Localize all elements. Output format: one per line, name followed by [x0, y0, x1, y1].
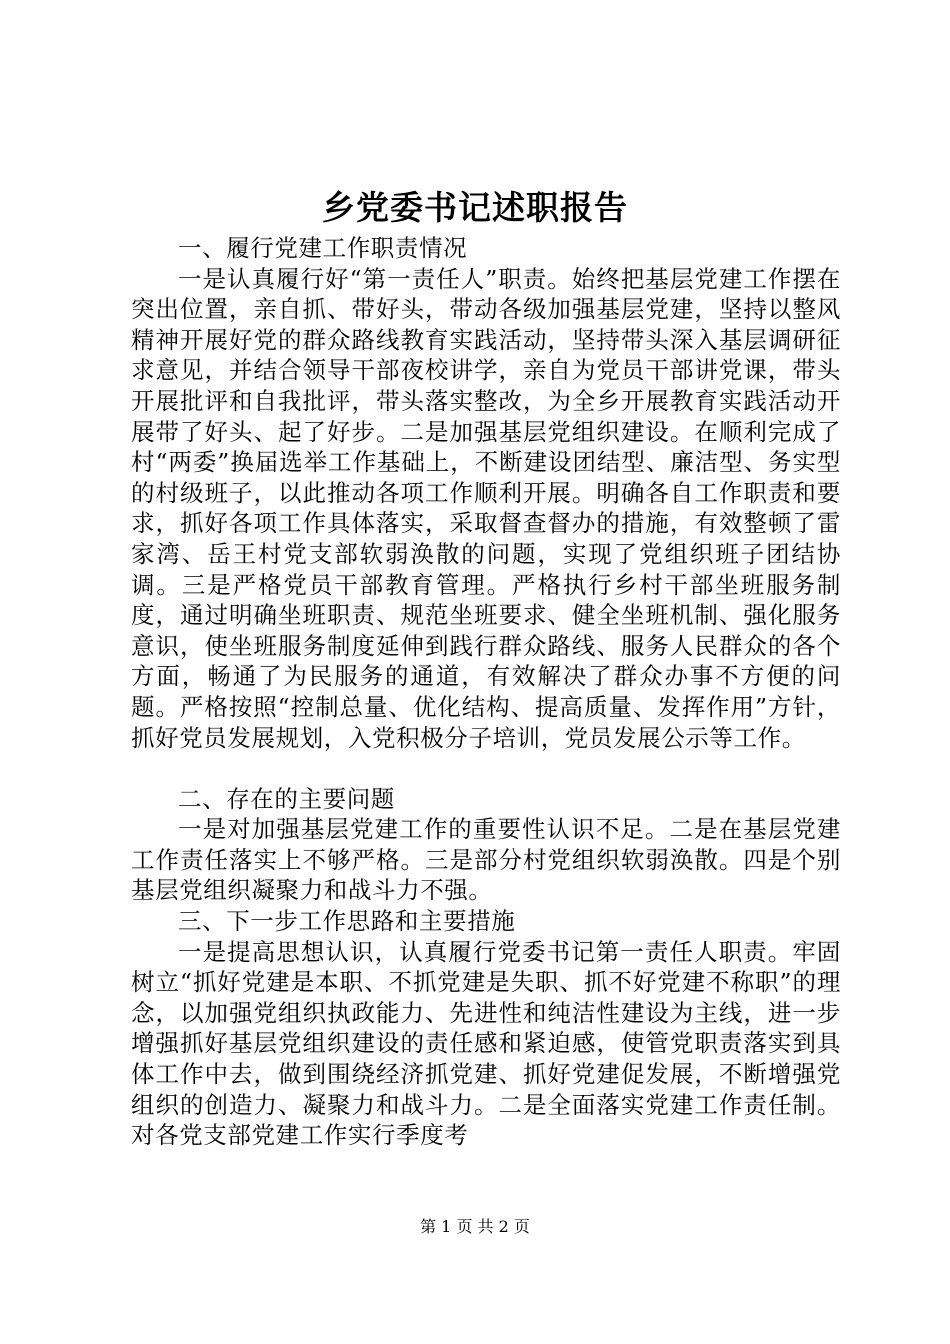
paragraph-3: 一是提高思想认识，认真履行党委书记第一责任人职责。牢固树立“抓好党建是本职、不抓党建是失职、抓不好党建不称职”的理念，以加强党组织执政能力、先进性和纯洁性建设为主线，进一步增强抓好基层党组织建设的责任感和紧迫感，使管党职责落实到具体工作中去，做到围绕经济抓党建、抓好党建促发展，不断增强党组织的创造力、凝聚力和战斗力。二是全面落实党建工作责任制。对各党支部党建工作实行季度考 — [131, 937, 841, 1150]
paragraph-1: 一是认真履行好“第一责任人”职责。始终把基层党建工作摆在突出位置，亲自抓、带好头，带动各级加强基层党建，坚持以整风精神开展好党的群众路线教育实践活动，坚持带头深入基层调研征求意见，并结合领导干部夜校讲学，亲自为党员干部讲党课，带头开展批评和自我批评，带头落实整改，为全乡开展教育实践活动开展带了好头、起了好步。二是加强基层党组织建设。在顺利完成了村“两委”换届选举工作基础上，不断建设团结型、廉洁型、务实型的村级班子，以此推动各项工作顺利开展。明确各自工作职责和要求，抓好各项工作具体落实，采取督查督办的措施，有效整顿了雷家湾、岳王村党支部软弱涣散的问题，实现了党组织班子团结协调。三是严格党员干部教育管理。严格执行乡村干部坐班服务制度，通过明确坐班职责、规范坐班要求、健全坐班机制、强化服务意识，使坐班服务制度延伸到践行群众路线、服务人民群众的各个方面，畅通了为民服务的通道，有效解决了群众办事不方便的问题。严格按照“控制总量、优化结构、提高质量、发挥作用”方针，抓好党员发展规划，入党积极分子培训，党员发展公示等工作。 — [131, 264, 841, 752]
paragraph-2: 一是对加强基层党建工作的重要性认识不足。二是在基层党建工作责任落实上不够严格。三是部分村党组织软弱涣散。四是个别基层党组织凝聚力和战斗力不强。 — [131, 815, 841, 905]
section-heading-1: 一、履行党建工作职责情况 — [178, 234, 468, 262]
section-heading-2: 二、存在的主要问题 — [178, 784, 395, 813]
document-body — [131, 233, 841, 1151]
document-title: 乡党委书记述职报告 — [322, 188, 628, 227]
section-heading-3: 三、下一步工作思路和主要措施 — [178, 907, 516, 936]
page-footer: 第 1 页 共 2 页 — [420, 1217, 530, 1236]
